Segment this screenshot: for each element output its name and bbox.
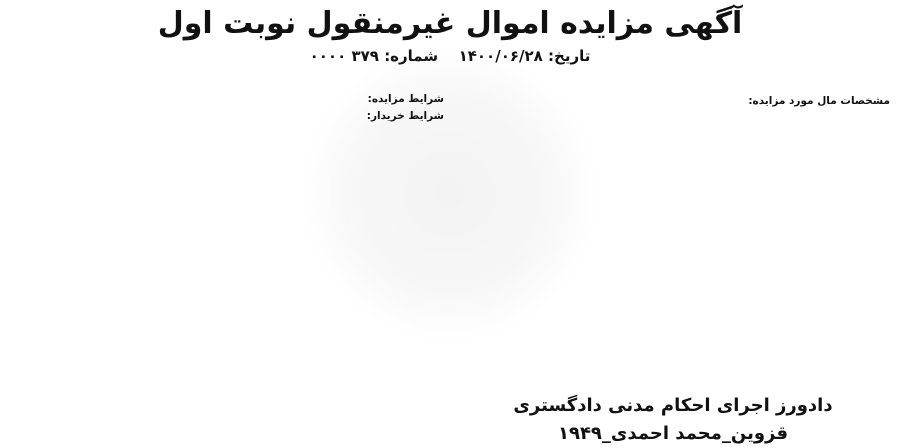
spec-paragraph [456,94,890,109]
signature-line: دادورز اجرای احکام مدنی دادگستری قزوین_محمد احمدی_۱۹۴۹ [513,395,833,444]
spec-heading: مشخصات مال مورد مزایده: [748,95,890,107]
left-column [10,92,444,395]
notice-title: آگهی مزایده اموال غیرمنقول نوبت اول [157,6,743,41]
conditions-heading: شرایط مزایده: [367,93,444,105]
number-label: شماره: [384,47,439,65]
notice-page [0,4,900,444]
right-column [456,92,890,395]
date-number-line [10,46,890,66]
body-columns [10,92,890,395]
date-value: ۱۴۰۰/۰۶/۲۸ [458,47,543,65]
buyer-paragraph [10,109,444,124]
conditions-paragraph [10,92,444,107]
number-value: ۳۷۹ ۰۰۰۰ [309,47,379,65]
date-label: تاریخ: [548,47,591,65]
buyer-heading: شرایط خریدار: [366,110,444,123]
